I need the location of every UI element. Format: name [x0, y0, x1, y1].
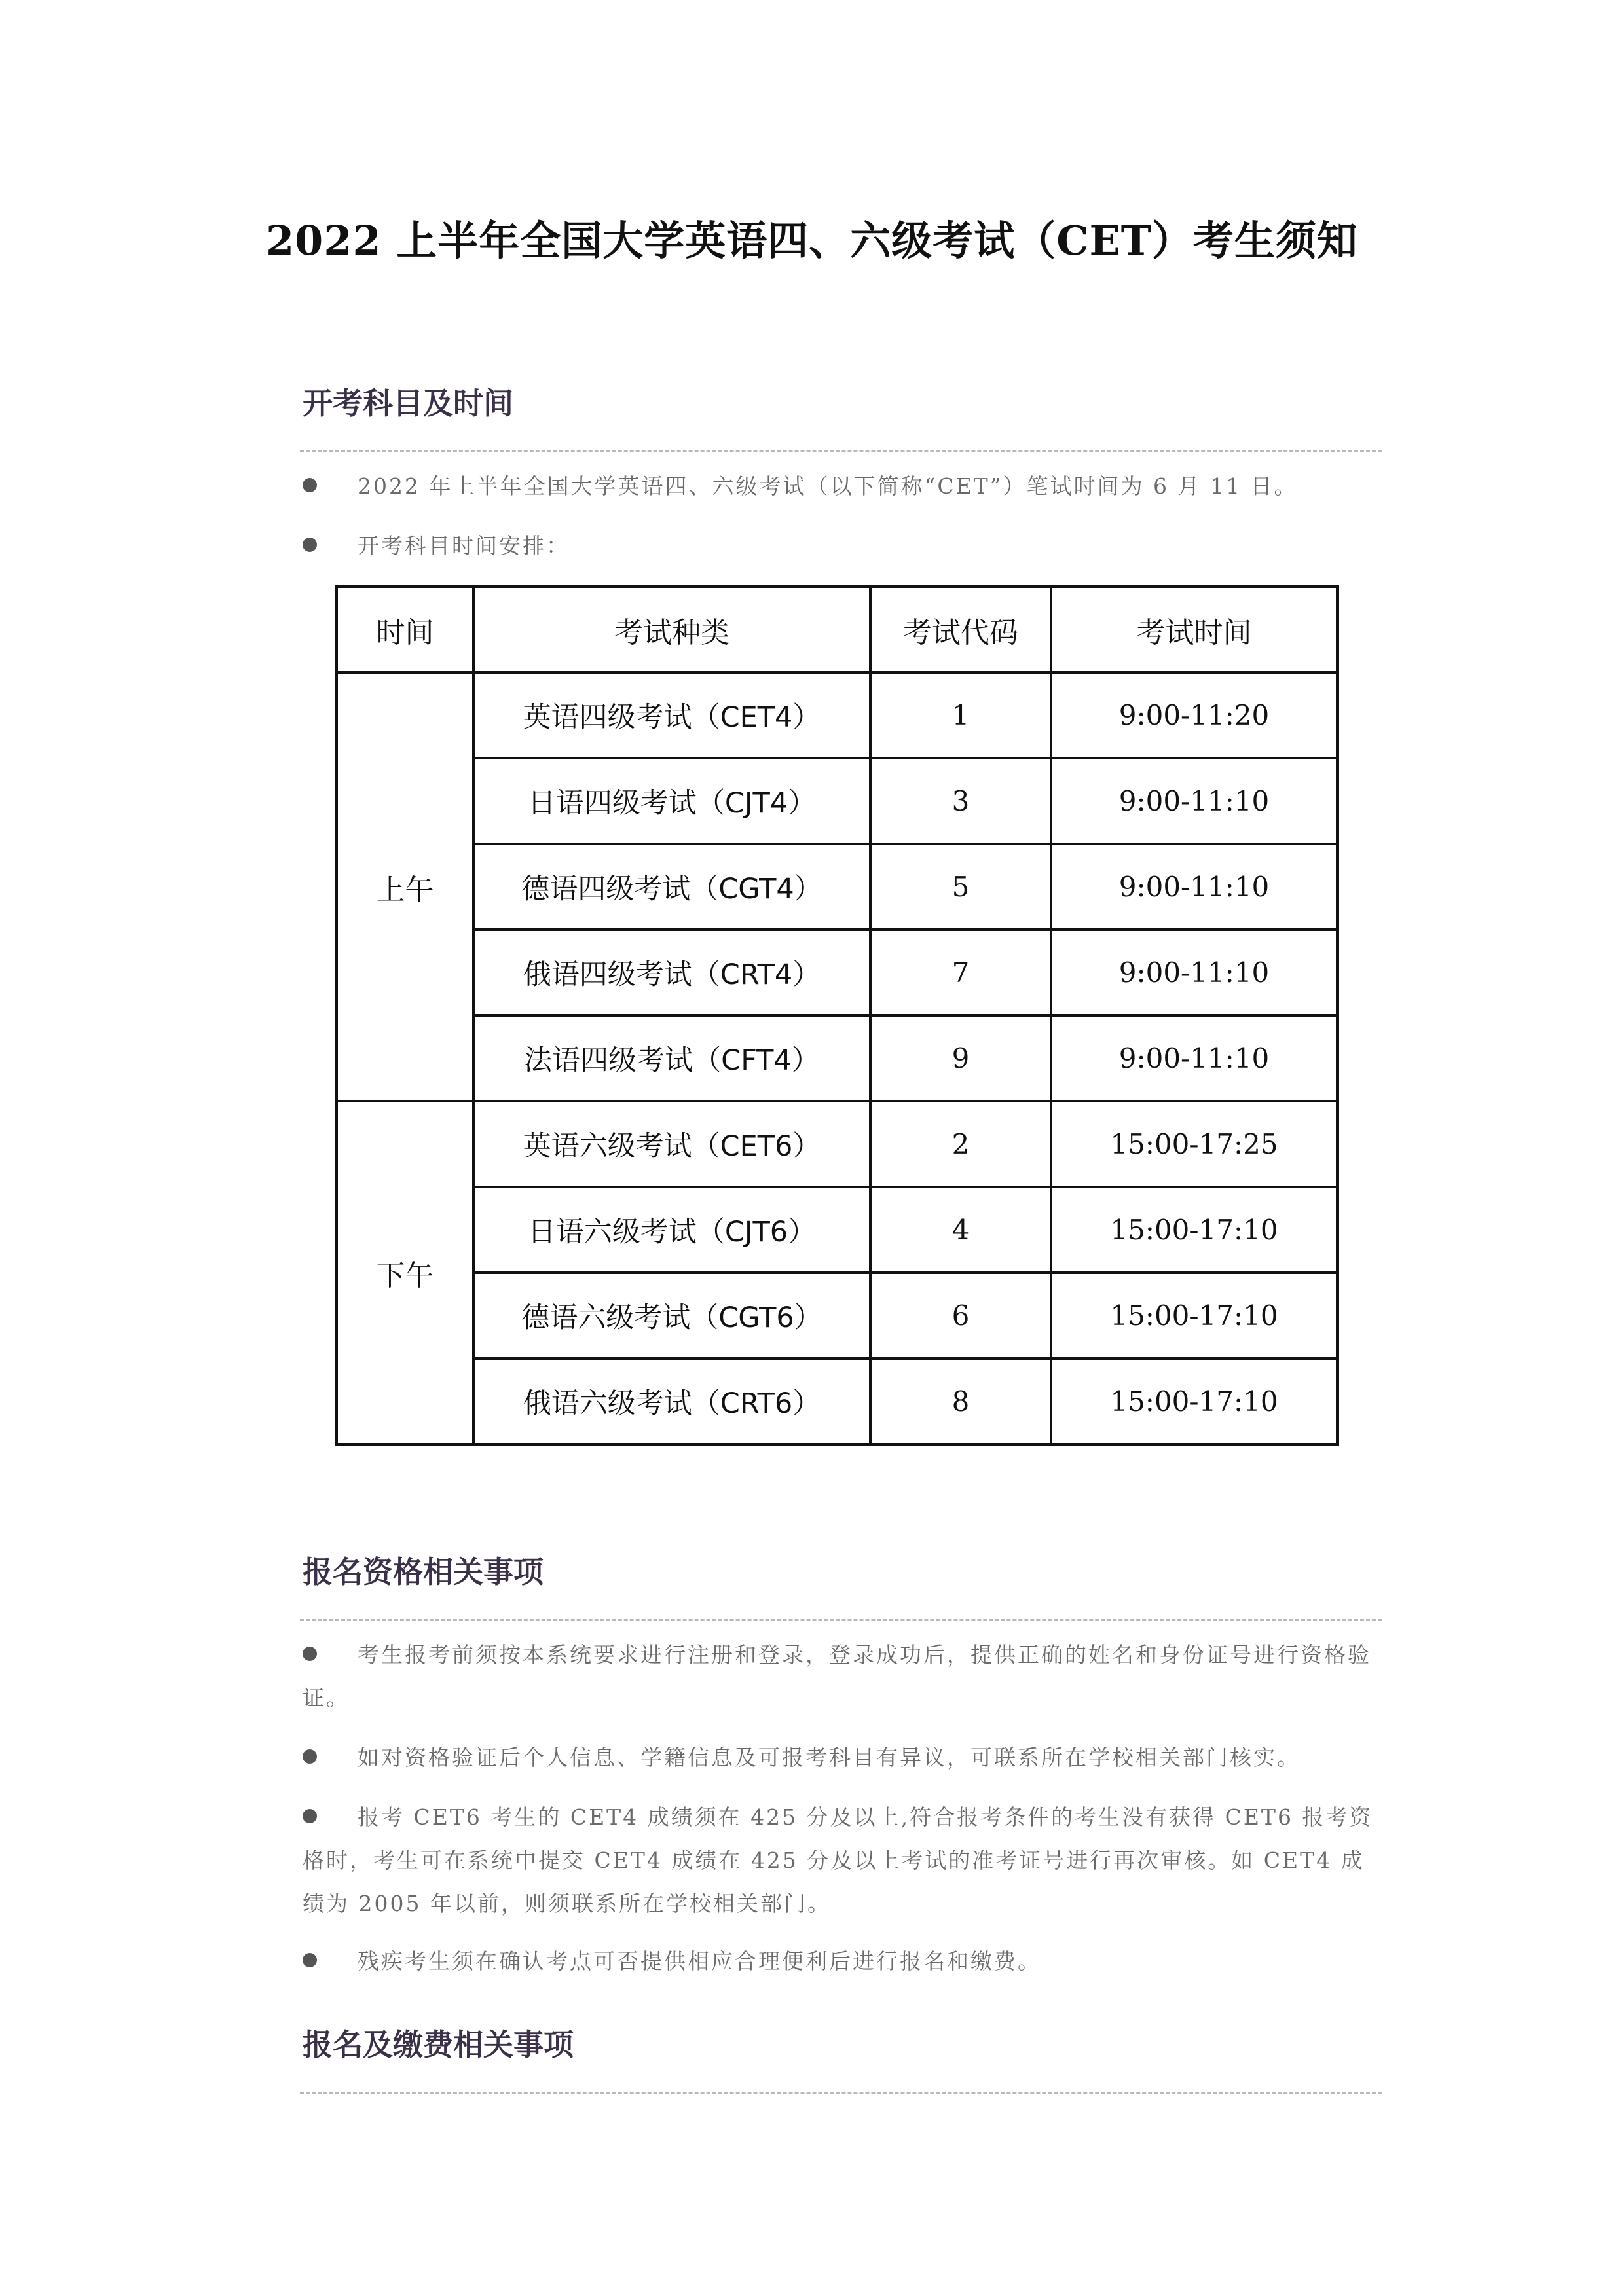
exam-time-cell: 9:00-11:10 [1051, 844, 1338, 930]
section-heading-registration-payment: 报名及缴费相关事项 [303, 2027, 574, 2062]
exam-code-cell: 1 [870, 672, 1051, 758]
exam-type-cell: 日语四级考试（CJT4） [473, 758, 870, 844]
exam-type-cell: 法语四级考试（CFT4） [473, 1015, 870, 1101]
exam-code-cell: 2 [870, 1101, 1051, 1187]
bullet-dot-icon [303, 1647, 317, 1661]
table-row [337, 1015, 1338, 1101]
period-cell-morning: 上午 [337, 672, 474, 1101]
column-header-exam-time: 考试时间 [1051, 587, 1338, 673]
bullet-text: 报考 CET6 考生的 CET4 成绩须在 425 分及以上,符合报考条件的考生没有获得 CET6 报考资格时，考生可在系统中提交 CET4 成绩在 425 分及以上考试的准考证号进行再次审核。如 CET4 成绩为 2005 年以前，则须联系所在学校相关部门。 [303, 1804, 1373, 1916]
page-title: 2022 上半年全国大学英语四、六级考试（CET）考生须知 [266, 217, 1358, 264]
period-cell-afternoon: 下午 [337, 1101, 474, 1445]
bullet-dot-icon [303, 1749, 317, 1764]
exam-code-cell: 4 [870, 1187, 1051, 1273]
bullet-text: 如对资格验证后个人信息、学籍信息及可报考科目有异议，可联系所在学校相关部门核实。 [358, 1745, 1301, 1770]
bullet-text: 开考科目时间安排： [358, 533, 570, 558]
exam-type-cell: 德语四级考试（CGT4） [473, 844, 870, 930]
exam-code-cell: 6 [870, 1273, 1051, 1358]
exam-type-cell: 日语六级考试（CJT6） [473, 1187, 870, 1273]
table-row [337, 930, 1338, 1015]
column-header-exam-type: 考试种类 [473, 587, 870, 673]
section-divider [300, 2092, 1382, 2094]
bullet-dot-icon [303, 538, 317, 552]
list-item [303, 524, 1376, 568]
list-item [303, 1736, 1376, 1779]
exam-time-cell: 9:00-11:20 [1051, 672, 1338, 758]
exam-code-cell: 7 [870, 930, 1051, 1015]
list-item [303, 1940, 1376, 1983]
exam-type-cell: 英语六级考试（CET6） [473, 1101, 870, 1187]
exam-time-cell: 15:00-17:10 [1051, 1273, 1338, 1358]
exam-type-cell: 俄语六级考试（CRT6） [473, 1358, 870, 1445]
section-divider [300, 1619, 1382, 1621]
exam-schedule-table [335, 585, 1339, 1446]
table-row [337, 758, 1338, 844]
exam-type-cell: 英语四级考试（CET4） [473, 672, 870, 758]
exam-time-cell: 9:00-11:10 [1051, 930, 1338, 1015]
bullet-dot-icon [303, 1953, 317, 1967]
bullet-dot-icon [303, 478, 317, 492]
table-row [337, 1101, 1338, 1187]
table-row [337, 844, 1338, 930]
exam-code-cell: 9 [870, 1015, 1051, 1101]
bullet-text: 考生报考前须按本系统要求进行注册和登录，登录成功后，提供正确的姓名和身份证号进行资格验证。 [303, 1642, 1371, 1711]
section-heading-exam-schedule: 开考科目及时间 [303, 386, 513, 421]
exam-time-cell: 15:00-17:10 [1051, 1358, 1338, 1445]
table-row [337, 1358, 1338, 1445]
list-item [303, 465, 1376, 508]
exam-code-cell: 3 [870, 758, 1051, 844]
bullet-dot-icon [303, 1809, 317, 1823]
table-row [337, 1187, 1338, 1273]
table-row [337, 672, 1338, 758]
bullet-text: 残疾考生须在确认考点可否提供相应合理便利后进行报名和缴费。 [358, 1948, 1041, 1974]
exam-time-cell: 9:00-11:10 [1051, 758, 1338, 844]
exam-type-cell: 德语六级考试（CGT6） [473, 1273, 870, 1358]
bullet-text: 2022 年上半年全国大学英语四、六级考试（以下简称“CET”）笔试时间为 6 月 11 日。 [358, 473, 1298, 499]
section-divider [300, 450, 1382, 452]
exam-code-cell: 5 [870, 844, 1051, 930]
list-item [303, 1633, 1376, 1720]
exam-time-cell: 9:00-11:10 [1051, 1015, 1338, 1101]
list-item [303, 1796, 1376, 1925]
column-header-time: 时间 [337, 587, 474, 673]
table-header-row [337, 587, 1338, 673]
section-heading-eligibility: 报名资格相关事项 [303, 1554, 544, 1590]
exam-time-cell: 15:00-17:10 [1051, 1187, 1338, 1273]
exam-code-cell: 8 [870, 1358, 1051, 1445]
table-row [337, 1273, 1338, 1358]
exam-time-cell: 15:00-17:25 [1051, 1101, 1338, 1187]
column-header-exam-code: 考试代码 [870, 587, 1051, 673]
exam-type-cell: 俄语四级考试（CRT4） [473, 930, 870, 1015]
